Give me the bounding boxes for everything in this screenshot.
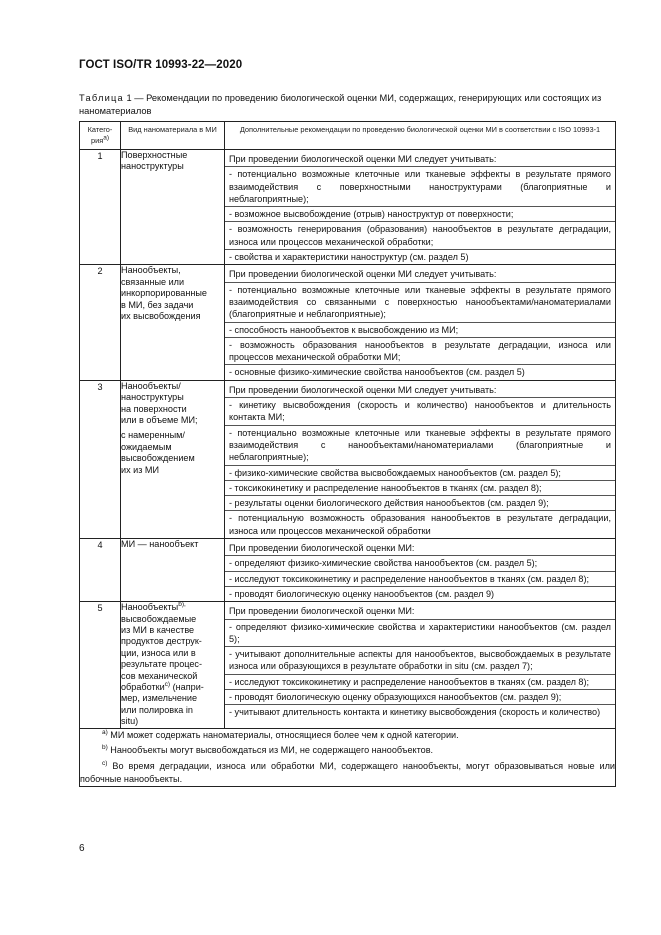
footnote-ref-a: a) xyxy=(103,134,110,142)
recommendation-item: - свойства и характеристики наноструктур (см. раздел 5) xyxy=(229,252,469,263)
material-type-cell xyxy=(121,150,225,265)
material-type-line: наноструктуры xyxy=(121,161,184,172)
recommendations-cell xyxy=(225,539,616,602)
recommendations-cell xyxy=(225,380,616,538)
material-type-line: высвобождаемые xyxy=(121,613,197,624)
material-type-line: Нанообъекты$^{b),}$ xyxy=(121,601,186,613)
table-row xyxy=(80,380,616,538)
material-type-line: сов механической xyxy=(121,670,198,681)
material-type-line: инкорпорированные xyxy=(121,288,207,299)
recommendation-item: - результаты оценки биологического действия нанообъектов (см. раздел 9); xyxy=(225,496,615,511)
material-type-line: или полировка in xyxy=(121,704,193,715)
recommendation-item: - учитывают длительность контакта и кинетику высвобождения (скорость и количество) xyxy=(229,707,601,718)
material-type-line: обработки$^{c)}$ (напри- xyxy=(121,681,204,693)
footnote-c: $^{c)}$ Во время деградации, износа или обработки МИ, содержащего нанообъекты, могут образовываться новые или побочные нанообъекты. xyxy=(80,760,615,785)
recommendation-item: - возможность образования нанообъектов в результате деградации, износа или процессов механической обработки МИ; xyxy=(225,338,615,366)
category-cell: 1 xyxy=(80,150,121,265)
document-id-header: ГОСТ ISO/TR 10993-22—2020 xyxy=(79,59,243,71)
recommendation-item: - токсикокинетику и распределение нанообъектов в тканях (см. раздел 8); xyxy=(225,481,615,496)
recommendation-item: При проведении биологической оценки МИ следует учитывать: xyxy=(225,381,615,398)
recommendation-item: При проведении биологической оценки МИ следует учитывать: xyxy=(225,150,615,167)
material-type-line: наноструктуры xyxy=(121,392,184,403)
material-type-cell xyxy=(121,380,225,538)
material-type-line: Нанообъекты, xyxy=(121,265,181,276)
notes-row xyxy=(80,728,616,786)
table-row xyxy=(80,265,616,380)
table-caption-text: 1 — Рекомендации по проведению биологической оценки МИ, содержащих, генерирующих или состоящих из наноматериалов xyxy=(79,93,602,116)
material-type-line: мер, измельчение xyxy=(121,693,198,704)
material-type-line: связанные или xyxy=(121,276,185,287)
category-cell: 4 xyxy=(80,539,121,602)
table-row xyxy=(80,539,616,602)
recommendation-item: - основные физико-химические свойства нанообъектов (см. раздел 5) xyxy=(229,367,525,378)
recommendation-item: - способность нанообъектов к высвобождению из МИ; xyxy=(225,323,615,338)
footnote-b: $^{b)}$ Нанообъекты могут высвобождаться из МИ, не содержащего нанообъектов. xyxy=(102,744,434,756)
recommendation-item: - физико-химические свойства высвобождаемых нанообъектов (см. раздел 5); xyxy=(225,466,615,481)
table-caption-label: Таблица xyxy=(79,93,124,103)
material-type-line: МИ — нанообъект xyxy=(121,539,199,550)
footnote-a: $^{a)}$ МИ может содержать наноматериалы, относящиеся более чем к одной категории. xyxy=(102,728,459,740)
category-cell: 3 xyxy=(80,380,121,538)
material-type-line: situ) xyxy=(121,716,139,727)
material-type-line: на поверхности xyxy=(121,403,187,414)
column-header-recommendations: Дополнительные рекомендации по проведению биологической оценки МИ в соответствии с ISO 10993-1 xyxy=(225,122,616,150)
column-header-type: Вид наноматериала в МИ xyxy=(121,122,225,150)
footnotes xyxy=(80,728,616,786)
recommendation-item: - исследуют токсикокинетику и распределение нанообъектов в тканях (см. раздел 8); xyxy=(225,675,615,690)
recommendation-item: - учитывают дополнительные аспекты для нанообъектов, высвобождаемых в результате износа или образующихся в результате обработки in situ (см. раздел 7); xyxy=(225,647,615,675)
material-type-cell xyxy=(121,539,225,602)
material-type-line: в МИ, без задачи xyxy=(121,299,194,310)
material-type-line: ожидаемым xyxy=(121,441,172,452)
footnote-ref-b: b), xyxy=(178,601,186,609)
category-cell: 2 xyxy=(80,265,121,380)
material-type-line: или в объеме МИ; xyxy=(121,414,198,425)
recommendation-item: - потенциально возможные клеточные или тканевые эффекты в результате прямого взаимодействия с поверхностными наноструктурами (благоприятные и неблагоприятные); xyxy=(225,167,615,207)
recommendation-item: - определяют физико-химические свойства нанообъектов (см. раздел 5); xyxy=(225,556,615,571)
recommendation-item: - возможность генерирования (образования) нанообъектов в результате деградации, износа или процессов механической обработки; xyxy=(225,222,615,250)
material-type-line: с намеренным/ xyxy=(121,430,185,441)
recommendation-item: - определяют физико-химические свойства и характеристики нанообъектов (см. раздел 5); xyxy=(225,620,615,648)
recommendations-cell xyxy=(225,265,616,380)
recommendation-item: - возможное высвобождение (отрыв) наноструктур от поверхности; xyxy=(225,207,615,222)
recommendation-item: - потенциально возможные клеточные или тканевые эффекты в результате прямого взаимодействия с нанообъектами/наноматериалами (благоприятные и неблагоприятные); xyxy=(225,426,615,466)
material-type-line: из МИ в качестве xyxy=(121,625,195,636)
table-row xyxy=(80,150,616,265)
material-type-line: высвобождением xyxy=(121,453,195,464)
table-caption xyxy=(79,92,613,118)
table-row xyxy=(80,602,616,728)
material-type-line: продуктов деструк- xyxy=(121,636,202,647)
material-type-line: Нанообъекты/ xyxy=(121,380,181,391)
material-type-line: их высвобождения xyxy=(121,311,201,321)
recommendations-cell xyxy=(225,150,616,265)
material-type-line: Поверхностные xyxy=(121,150,188,160)
column-header-category: Катего-рия$^{a)}$ xyxy=(80,122,121,150)
material-type-line: их из МИ xyxy=(121,464,160,475)
material-type-line: ции, износа или в xyxy=(121,647,196,658)
material-type-cell xyxy=(121,265,225,380)
category-cell: 5 xyxy=(80,602,121,728)
material-type-line: результате процес- xyxy=(121,659,203,670)
recommendations-cell xyxy=(225,602,616,728)
recommendations-table xyxy=(79,121,616,787)
recommendation-item: При проведении биологической оценки МИ следует учитывать: xyxy=(225,265,615,282)
recommendation-item: - исследуют токсикокинетику и распределение нанообъектов в тканях (см. раздел 8); xyxy=(225,572,615,587)
page-number: 6 xyxy=(79,843,85,854)
recommendation-item: - проводят биологическую оценку образующихся нанообъектов (см. раздел 9); xyxy=(225,690,615,705)
table-header-row xyxy=(80,122,616,150)
material-type-cell xyxy=(121,602,225,728)
recommendation-item: При проведении биологической оценки МИ: xyxy=(225,602,615,619)
recommendation-item: При проведении биологической оценки МИ: xyxy=(225,539,615,556)
recommendation-item: - кинетику высвобождения (скорость и количество) нанообъектов и длительность контакта МИ; xyxy=(225,398,615,426)
recommendation-item: - проводят биологическую оценку нанообъектов (см. раздел 9) xyxy=(229,588,495,599)
recommendation-item: - потенциальную возможность образования нанообъектов в результате деградации, износа или процессов механической обработки xyxy=(229,513,611,536)
footnote-ref-c: c) xyxy=(164,681,171,689)
recommendation-item: - потенциально возможные клеточные или тканевые эффекты в результате прямого взаимодействия со связанными с поверхностью нанообъектами/наноматериалами (благоприятные и неблагоприятные); xyxy=(225,283,615,323)
